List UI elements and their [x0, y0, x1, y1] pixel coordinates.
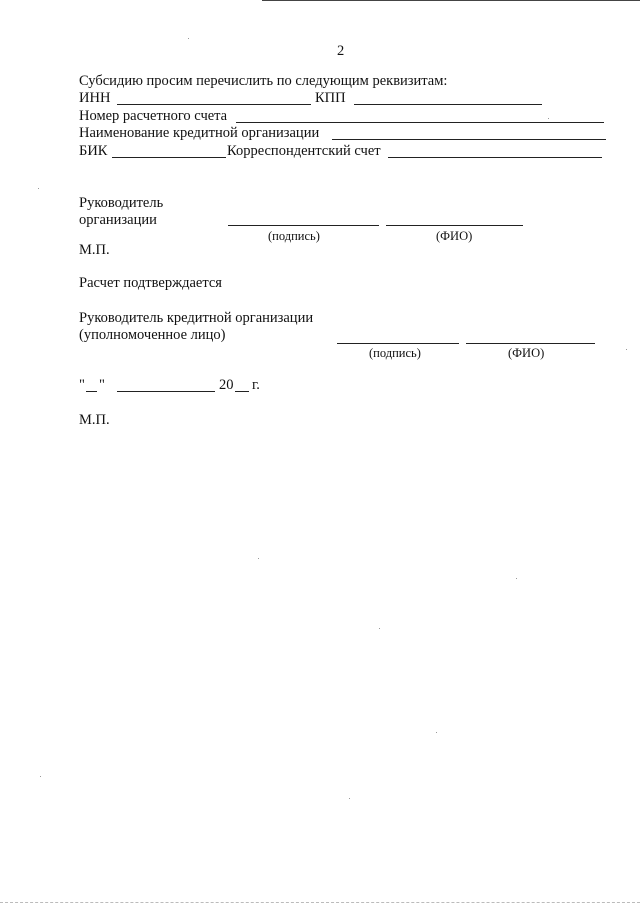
bank-head-signature-field[interactable] [337, 343, 459, 344]
scan-speck [258, 558, 259, 559]
scan-speck [188, 38, 189, 39]
date-open-quote: " [79, 377, 85, 393]
final-stamp: М.П. [79, 412, 110, 428]
bank-head-signature-caption: (подпись) [369, 346, 421, 360]
org-stamp: М.П. [79, 242, 110, 258]
scan-speck [516, 578, 517, 579]
corr-account-field[interactable] [388, 157, 602, 158]
date-year-field[interactable] [235, 391, 249, 392]
bank-head-name-caption: (ФИО) [508, 346, 545, 360]
date-year-suffix: г. [252, 377, 260, 393]
date-year-prefix: 20 [219, 377, 234, 393]
org-head-signature-caption: (подпись) [268, 229, 320, 243]
inn-label: ИНН [79, 90, 111, 106]
date-close-quote: " [99, 377, 105, 393]
scan-edge-top [262, 0, 640, 1]
scan-speck [40, 776, 41, 777]
account-field[interactable] [236, 122, 604, 123]
bank-head-title-line2: (уполномоченное лицо) [79, 327, 226, 343]
bik-field[interactable] [112, 157, 226, 158]
scan-speck [548, 118, 549, 119]
scan-speck [349, 798, 350, 799]
org-head-title-line2: организации [79, 212, 157, 228]
corr-account-label: Корреспондентский счет [227, 143, 381, 159]
scan-speck [436, 732, 437, 733]
bank-name-label: Наименование кредитной организации [79, 125, 320, 141]
org-head-name-field[interactable] [386, 225, 523, 226]
confirmation-text: Расчет подтверждается [79, 275, 222, 291]
kpp-field[interactable] [354, 104, 542, 105]
date-month-field[interactable] [117, 391, 215, 392]
scan-speck [38, 188, 39, 189]
date-day-field[interactable] [86, 391, 97, 392]
org-head-name-caption: (ФИО) [436, 229, 473, 243]
scan-speck [626, 349, 627, 350]
bank-head-name-field[interactable] [466, 343, 595, 344]
bank-head-title-line1: Руководитель кредитной организации [79, 310, 314, 326]
org-head-signature-field[interactable] [228, 225, 379, 226]
page-number: 2 [337, 43, 345, 59]
scan-edge-bottom [0, 902, 640, 903]
bank-name-field[interactable] [332, 139, 606, 140]
bik-label: БИК [79, 143, 108, 159]
org-head-title-line1: Руководитель [79, 195, 164, 211]
requisites-intro: Субсидию просим перечислить по следующим реквизитам: [79, 73, 448, 89]
account-label: Номер расчетного счета [79, 108, 228, 124]
inn-field[interactable] [117, 104, 311, 105]
scan-speck [379, 628, 380, 629]
kpp-label: КПП [315, 90, 346, 106]
